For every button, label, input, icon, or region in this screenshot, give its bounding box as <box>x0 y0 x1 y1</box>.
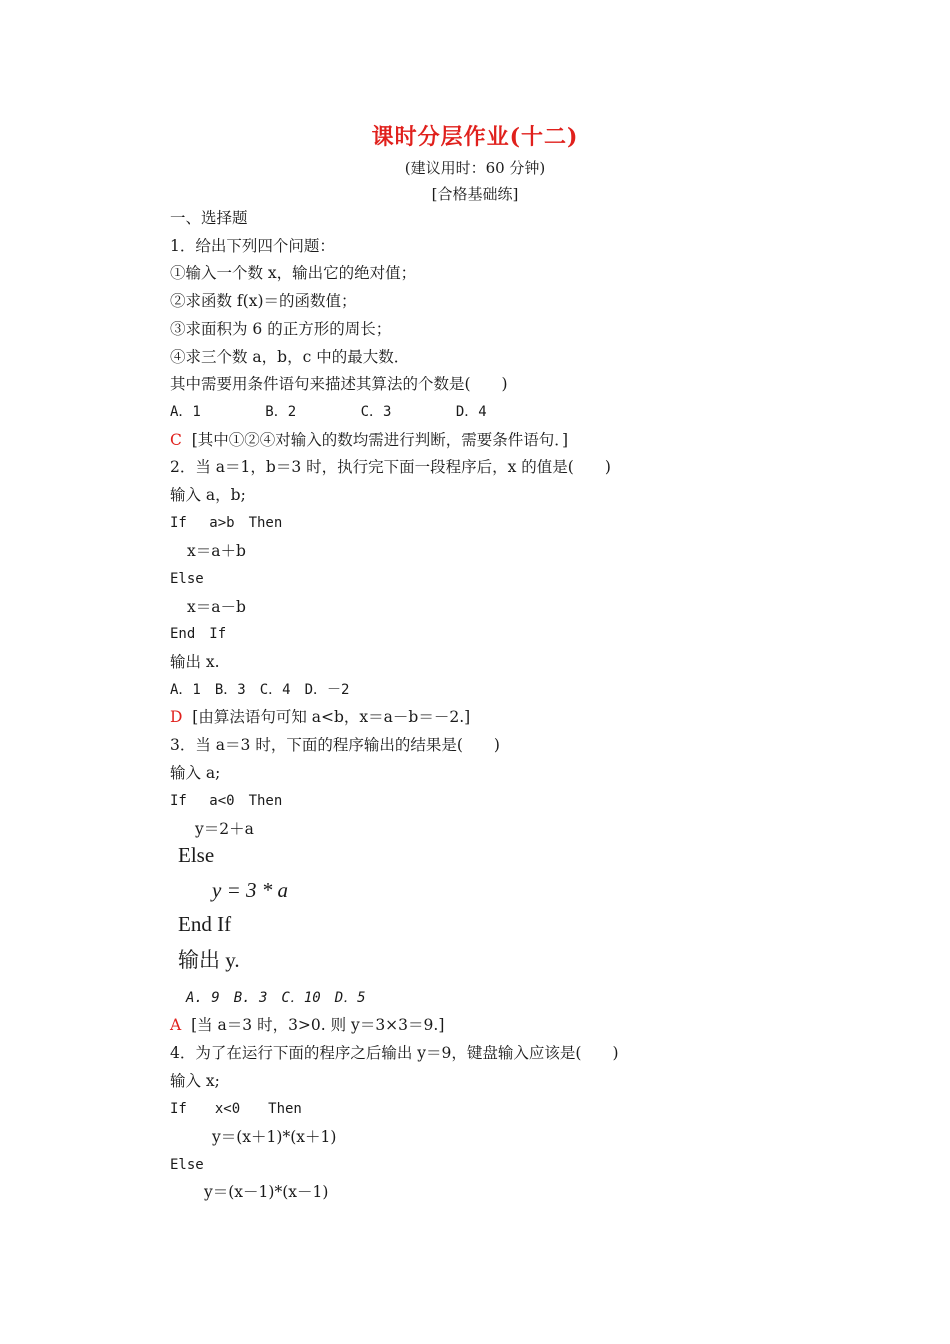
q3-code-line: If a<0 Then <box>170 793 283 809</box>
q3-answer-text: [当 a＝3 时，3>0. 则 y＝3×3＝9.] <box>191 1016 445 1034</box>
q3-answer-letter: A <box>170 1016 182 1034</box>
q3-code-line: End If <box>178 912 232 936</box>
q1-question: 其中需要用条件语句来描述其算法的个数是( ) <box>170 375 508 393</box>
section-tag: [合格基础练] <box>431 185 519 203</box>
q2-answer <box>170 707 470 727</box>
q3-code-line: y = 3 * a <box>212 878 288 902</box>
q2-code-line: x＝a＋b <box>187 542 246 560</box>
q1-options: A．1 B．2 C．3 D．4 <box>170 404 487 420</box>
q1-answer-letter: C <box>170 431 182 449</box>
q1-item-1: ①输入一个数 x，输出它的绝对值； <box>170 264 417 282</box>
q4-code-line: If x<0 Then <box>170 1101 302 1117</box>
q4-code-line: 输入 x; <box>170 1072 220 1090</box>
q2-stem: 2．当 a＝1，b＝3 时，执行完下面一段程序后，x 的值是( ) <box>170 458 611 476</box>
q1-item-3: ③求面积为 6 的正方形的周长； <box>170 320 392 338</box>
q3-code-line: 输出 y. <box>178 948 240 972</box>
q1-stem: 1．给出下列四个问题： <box>170 237 335 255</box>
q4-code-line: y＝(x－1)*(x－1) <box>204 1183 329 1201</box>
q1-item-4: ④求三个数 a，b，c 中的最大数． <box>170 348 410 366</box>
part-heading: 一、选择题 <box>170 209 248 227</box>
q2-code-line: 输出 x. <box>170 653 220 671</box>
q1-answer-text: [其中①②④对输入的数均需进行判断，需要条件语句．] <box>191 431 569 449</box>
q4-code-line: y＝(x＋1)*(x＋1) <box>212 1128 337 1146</box>
q3-code-line: 输入 a; <box>170 764 221 782</box>
q2-code-line: If a>b Then <box>170 515 283 531</box>
q3-options: A. 9 B. 3 C．10 D．5 <box>186 990 366 1006</box>
q2-code-line: End If <box>170 626 227 642</box>
q1-item-2: ②求函数 f(x)＝的函数值； <box>170 292 357 310</box>
q1-answer <box>170 430 568 450</box>
q2-code-line: 输入 a，b; <box>170 486 246 504</box>
page-title: 课时分层作业(十二) <box>371 124 579 150</box>
q3-stem: 3．当 a＝3 时，下面的程序输出的结果是( ) <box>170 736 500 754</box>
q3-code-line: Else <box>178 843 215 867</box>
q3-code-line: y＝2＋a <box>195 820 254 838</box>
q2-answer-letter: D <box>170 708 183 726</box>
q4-stem: 4．为了在运行下面的程序之后输出 y＝9，键盘输入应该是( ) <box>170 1044 619 1062</box>
q2-options: A．1 B．3 C．4 D．－2 <box>170 682 350 698</box>
q2-code-line: Else <box>170 571 204 587</box>
q4-code-line: Else <box>170 1157 204 1173</box>
q3-answer <box>170 1015 444 1035</box>
q2-code-line: x＝a－b <box>187 598 246 616</box>
time-hint: (建议用时：60 分钟) <box>404 159 546 177</box>
q2-answer-text: [由算法语句可知 a<b，x＝a－b＝－2.] <box>192 708 471 726</box>
